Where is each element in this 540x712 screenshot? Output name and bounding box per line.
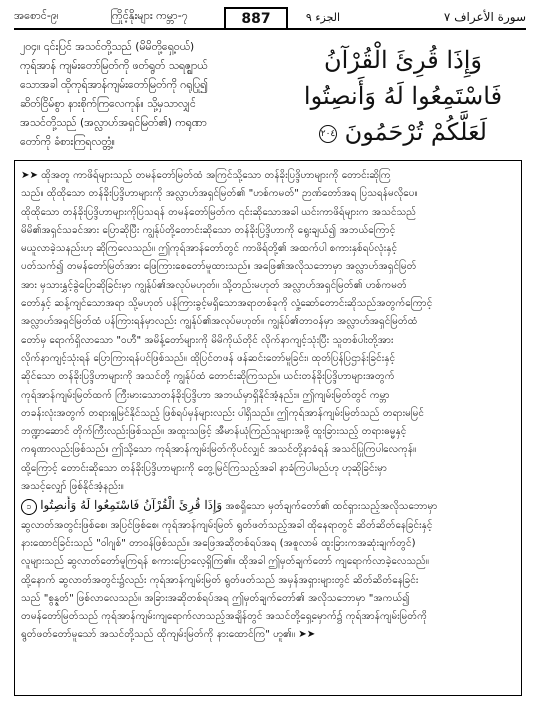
commentary-line: တမန်တော်မြတ်သည် ကုရ်အာန်ကျမ်းကျရောက်လာသည့်အချိန်တွင် အသင်တို့ရှေ့မှောက်၌ ကုရ်အာန်ကျမ်းမြတ်ကို (21, 611, 428, 623)
commentary-paragraph-2 (21, 517, 519, 645)
commentary-line: ထို့ကြောင့် တောင်းဆိုသော တန်ခိုးပြဒ္ဒိဟာများကို တွေ့မြင်ကြသည့်အခါ နာခံကြပါမည်ဟု ဟုဆိုခြင်းမှာ (21, 462, 388, 474)
commentary-line: ထိုထိုသော တန်ခိုးပြဒ္ဒိဟာများကိုပြသရန် တမန်တော်မြတ်က ၎င်းဆိုသောအခါ ယင်းကာဖိရ်များက အသင်သည် (21, 206, 417, 218)
translation-line: အသင်တို့သည် (အလ္လာဟ်အရှင်မြတ်၏) ကရုဏာ (20, 117, 207, 129)
volume-label: အစောင်-၉၊ (14, 9, 59, 22)
commentary-line: တခန်းလုံးအတွက် တရားရှုမြင်နိုင်သည့် ဖြစ်ရပ်မှန်များလည်း ပါရှိသည်။ ဤကုရ်အာန်ကျမ်းမြတ်သည် တရားမမြင် (21, 407, 424, 419)
commentary-line: ပတ်သက်၍ တမန်တော်မြတ်အား ဖြေကြားစေတော်မူထားသည်။ အဖြေ၏အလိုသဘောမှာ အလ္လာဟ်အရှင်မြတ် (21, 261, 417, 273)
commentary-line: ဆွလာတ်အတွင်းဖြစ်စေ၊ အပြင်ဖြစ်စေ၊ ကုရ်အာန်ကျမ်းမြတ် ရွတ်ဖတ်သည့်အခါ ထိုနေရာတွင် ဆိတ်ဆိတ်နေခြင်းနှင့် (21, 519, 433, 531)
commentary-line: အလ္လာဟ်အရှင်မြတ်ထံ ပန်ကြားရန်မှာလည်း ကျွန်ုပ်၏အလုပ်မဟုတ်။ ကျွန်ုပ်၏တာဝန်မှာ အလ္လာဟ်အရှင်မြတ်ထံ (21, 316, 418, 328)
translation-line: ကုရ်အာန် ကျမ်းတော်မြတ်ကို ဖတ်ရွတ် သရဇ္ဈာယ် (20, 60, 208, 72)
page-header (14, 6, 526, 30)
commentary-line: အား မှသားနွှင့်ခွဲပြောဆိုခြင်းမှာ ကျွန်ုပ်၏အလုပ်မဟုတ်။ သို့တည်းမဟုတ် အလ္လာဟ်အရှင်မြတ်၏ ဟစ်ကမတ် (21, 279, 407, 291)
commentary-line: ➤➤ ထိုအတူ ကာဖိရ်များသည် တမန်တော်မြတ်ထံ အကြင်သို့သော တန်ခိုးပြဒ္ဒိဟာများကို တောင်းဆိုကြ (21, 170, 391, 181)
arabic-line (288, 114, 518, 150)
commentary-line: တော်မှ ရောက်ရှိလာသော "ဝဟီ" အမိန့်တော်များကို မိမိကိုယ်တိုင် လိုက်နာကျင့်သုံးပြီး သူတစ်ပါးတို့အား (21, 334, 394, 346)
juz-label: الجزء ٩ (305, 10, 341, 24)
commentary-line: နားထောင်ခြင်းသည် "ဝါဂျစ်" တာဝန်ဖြစ်သည်။ အဖြေအဆိုတစ်ရပ်အရ (အစူလာမ် ထူးခြားကအဆုံးချက်တွင်) (21, 537, 416, 549)
commentary-line: အသင့်လျှော် ဖြစ်နိုင်အံ့နည်း။ (21, 481, 124, 493)
commentary-line: လိုက်နာကျင့်သုံးရန် ပြောကြားရန်ပင်ဖြစ်သည်။ ထိုပြင်တဖန် ဖန်ဆင်းတော်မူခြင်း၊ ထုတ်ပြန်ပြဌာန်းခြင်းနှင့် (21, 352, 396, 364)
verse-block (14, 34, 526, 152)
commentary-box (14, 160, 522, 696)
translation-line: တော်ကို ခံစားကြရလတ္တံ့။ (20, 136, 115, 148)
commentary-line: ရွတ်ဖတ်တော်မူသော် အသင်တို့သည် ထိုကျမ်းမြတ်ကို နားထောင်ကြ" ဟူ၏။ ➤➤ (21, 629, 316, 641)
verse-end-mark: ٢٠٤ (319, 125, 337, 143)
commentary-paragraph (21, 167, 519, 496)
commentary-line: မိမိ၏အရှင်သခင်အား ပြောဆိုပြီး ကျွန်ုပ်တို့တောင်းဆိုသော တန်ခိုးပြဒ္ဒိဟာကို ရွေးချယ်၍ အဘယ်ကြောင့် (21, 224, 396, 236)
arabic-line-text: لَعَلَّكُمْ تُرْحَمُونَ (344, 118, 487, 146)
commentary-line: ကရုဏာလည်းဖြစ်သည်။ ဤသို့သော ကုရ်အာန်ကျမ်းမြတ်ကိုပင်လျှင် အသင်တို့နာခံရန် အသင်ပြုကြပါလေကုန်။ (21, 444, 417, 456)
commentary-line: လူများသည် ဆွလာတ်တော်မူကြရန် စကားပြောလေ့ရှိကြ၏။ ထိုအခါ ဤမှတ်ချက်တော် ကျရောက်လာခဲ့လေသည်။ (21, 556, 429, 568)
commentary-line: မယူလာခဲ့သနည်းဟု ဆိုကြလေသည်။ ဤကုရ်အာန်တော်တွင် ကာဖိရ်တို့၏ အထက်ပါ စကားနှစ်ရပ်လုံးနှင့် (21, 243, 398, 255)
translation-line: ၂၀၄။ ၎င်းပြင် အသင်တို့သည် (မိမိတို့ရှေ့ဝယ်) (20, 41, 195, 53)
translation-line: ဆိတ်ငြိမ်စွာ နားစိုက်ကြလေကုန်။ သို့မှသာလျှင် (20, 98, 196, 110)
commentary-line: ဘဏ္ဍာဆောင် တိုက်ကြီးလည်းဖြစ်သည်။ အထူးသဖြင့် အီမာန်ယုံကြည်သူများအဖို့ ထူးခြားသည့် တရားဓမ္မနှင့် (21, 426, 407, 438)
commentary-ref-line (21, 496, 519, 516)
commentary-line: ကုရ်အာန်ကျမ်းမြတ်ထက် ကြီးမားသောတန်ခိုးပြဒ္ဒိဟာ အဘယ်မှာရှိနိုင်အံ့နည်း။ ဤကျမ်းမြတ်တွင် ကမ္ဘာ (21, 389, 390, 401)
arabic-verse (288, 42, 518, 150)
commentary-line: ဆိုင်သော တန်ခိုးပြဒ္ဒိဟာများကို အသင်တို့ ကျွန်ုပ်ထံ တောင်းဆိုကြသည်။ ယင်းတန်ခိုးပြဒ္ဒိဟာများအတွက် (21, 371, 395, 383)
arabic-phrase: وَإِذَا قُرِئَ الْقُرْآنُ فَاسْتَمِعُوا لَهُ وَأَنصِتُوا (40, 498, 223, 513)
surah-title: سورة الأعراف ٧ (443, 10, 526, 24)
footnote-circle-number: ၁ (21, 499, 37, 515)
commentary-line: တော်နှင့် ဆန့်ကျင်သောအရာ သို့မဟုတ် ပန်ကြားခွင့်မရှိသောအရာတစ်ခုကို လှုံ့ဆော်တောင်းဆိုသည်အတွက်ကြောင့် (21, 298, 433, 310)
commentary-line: ထို့နောက် ဆွလာတ်အတွင်း၌လည်း ကုရ်အာန်ကျမ်းမြတ် ရွတ်ဖတ်သည် အမှန်အရှားများတွင် ဆိတ်ဆိတ်နေခြင်း (21, 574, 419, 586)
commentary-line: အစရှိသော မှတ်ချက်တော်၏ ထင်ရှားသည့်အလိုသဘောမှာ (225, 501, 438, 513)
page-number: 887 (224, 7, 288, 29)
commentary-line: သည် "စွန္နတ်" ဖြစ်လာလေသည်။ အခြားအဆိုတစ်ရပ်အရ ဤမှတ်ချက်တော်၏ အလိုသဘောမှာ "အကယ်၍ (21, 592, 410, 604)
verse-translation (20, 38, 286, 152)
translation-line: သောအခါ ထိုကုရ်အာန်ကျမ်းတော်မြတ်ကို ဂရုပြု၍ (20, 79, 209, 91)
section-label: ကြိုင့်နိုးများ ကမ္ဘာ-၇ (110, 9, 188, 22)
arabic-line: وَإِذَا قُرِئَ الْقُرْآنُ (323, 46, 483, 74)
arabic-line: فَاسْتَمِعُوا لَهُ وَأَنصِتُوا (303, 82, 503, 110)
commentary-line: သည်။ ထိုထိုသော တန်ခိုးပြဒ္ဒိဟာများကို အလ္လာဟ်အရှင်မြတ်၏ "ဟစ်ကမတ်" ဉာဏ်တော်အရ ပြသရန်မလိုပေ။ (21, 188, 418, 200)
